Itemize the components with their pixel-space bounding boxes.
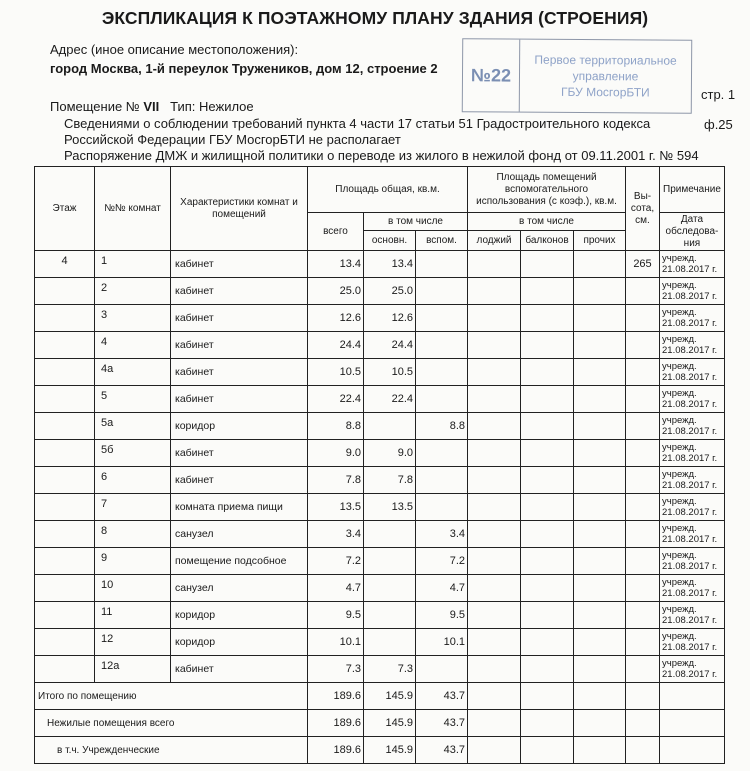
balconies-cell (521, 332, 574, 359)
height-cell (626, 575, 660, 602)
explication-table (34, 166, 725, 764)
survey-note-cell (660, 467, 725, 494)
loggias-cell (468, 575, 521, 602)
aux-area-cell: 8.8 (416, 413, 468, 440)
note-purpose: учрежд. (662, 496, 697, 507)
room-name-cell: кабинет (171, 332, 308, 359)
note-date: 21.08.2017 г. (662, 561, 718, 572)
note-date: 21.08.2017 г. (662, 453, 718, 464)
table-row (35, 332, 725, 359)
main-area-cell: 25.0 (364, 278, 416, 305)
form-number: ф.25 (704, 117, 733, 132)
total-area-cell: 13.4 (308, 251, 364, 278)
total-area-cell: 7.2 (308, 548, 364, 575)
note-date: 21.08.2017 г. (662, 264, 718, 275)
other-cell (574, 386, 626, 413)
main-area-cell (364, 629, 416, 656)
room-info (50, 99, 254, 114)
room-number-cell: 5б (95, 440, 171, 467)
aux-area-cell (416, 359, 468, 386)
balconies-cell (521, 359, 574, 386)
table-row (35, 575, 725, 602)
summary-note-cell (660, 683, 725, 710)
table-row (35, 602, 725, 629)
height-cell (626, 548, 660, 575)
floor-cell (35, 656, 95, 683)
table-row (35, 656, 725, 683)
survey-note-cell (660, 602, 725, 629)
header-total-area: Площадь общая, кв.м. (308, 167, 468, 213)
aux-area-cell (416, 251, 468, 278)
table-row (35, 467, 725, 494)
loggias-cell (468, 386, 521, 413)
other-cell (574, 332, 626, 359)
note-purpose: учрежд. (662, 388, 697, 399)
total-area-cell: 7.8 (308, 467, 364, 494)
summary-main-cell: 145.9 (364, 737, 416, 764)
height-cell (626, 494, 660, 521)
room-name-cell: коридор (171, 629, 308, 656)
note-purpose: учрежд. (662, 550, 697, 561)
loggias-cell (468, 629, 521, 656)
stamp-line-3: ГБУ МосгорБТИ (561, 84, 650, 100)
note-date: 21.08.2017 г. (662, 426, 718, 437)
other-cell (574, 602, 626, 629)
summary-label: в т.ч. Учрежденческие (35, 737, 308, 764)
stamp-line-2: управление (572, 68, 639, 84)
table-row (35, 251, 725, 278)
summary-note-cell (660, 710, 725, 737)
survey-note-cell (660, 332, 725, 359)
note-date: 21.08.2017 г. (662, 345, 718, 356)
survey-note-cell (660, 656, 725, 683)
header-main: основн. (364, 231, 416, 251)
other-cell (574, 629, 626, 656)
room-number-cell: 2 (95, 278, 171, 305)
summary-other-cell (574, 737, 626, 764)
other-cell (574, 575, 626, 602)
floor-cell: 4 (35, 251, 95, 278)
room-number-cell: 4 (95, 332, 171, 359)
room-number-cell: 7 (95, 494, 171, 521)
summary-height-cell (626, 683, 660, 710)
main-area-cell: 22.4 (364, 386, 416, 413)
loggias-cell (468, 413, 521, 440)
note-purpose: учрежд. (662, 523, 697, 534)
summary-main-cell: 145.9 (364, 683, 416, 710)
aux-area-cell (416, 440, 468, 467)
room-number-cell: 10 (95, 575, 171, 602)
room-name-cell: санузел (171, 575, 308, 602)
summary-aux-cell: 43.7 (416, 683, 468, 710)
other-cell (574, 521, 626, 548)
header-survey-date: Дата обследова- ния (660, 213, 725, 251)
other-cell (574, 494, 626, 521)
balconies-cell (521, 278, 574, 305)
room-name-cell: санузел (171, 521, 308, 548)
height-cell (626, 332, 660, 359)
balconies-cell (521, 413, 574, 440)
room-name-cell: кабинет (171, 278, 308, 305)
note-date: 21.08.2017 г. (662, 399, 718, 410)
aux-area-cell: 10.1 (416, 629, 468, 656)
height-cell (626, 629, 660, 656)
total-area-cell: 9.5 (308, 602, 364, 629)
floor-cell (35, 305, 95, 332)
floor-cell (35, 413, 95, 440)
room-number-cell: 3 (95, 305, 171, 332)
main-area-cell: 7.3 (364, 656, 416, 683)
other-cell (574, 278, 626, 305)
note-purpose: учрежд. (662, 415, 697, 426)
compliance-line-1: Сведениями о соблюдении требований пункта 4 части 17 статьи 51 Градостроительного кодекса (64, 116, 651, 131)
main-area-cell: 10.5 (364, 359, 416, 386)
summary-total-cell: 189.6 (308, 683, 364, 710)
survey-note-cell (660, 359, 725, 386)
main-area-cell: 24.4 (364, 332, 416, 359)
table-row (35, 278, 725, 305)
summary-other-cell (574, 710, 626, 737)
summary-row (35, 710, 725, 737)
floor-cell (35, 629, 95, 656)
survey-note-cell (660, 413, 725, 440)
height-cell (626, 521, 660, 548)
balconies-cell (521, 467, 574, 494)
room-name-cell: кабинет (171, 386, 308, 413)
other-cell (574, 467, 626, 494)
survey-note-cell (660, 386, 725, 413)
note-purpose: учрежд. (662, 469, 697, 480)
aux-area-cell (416, 332, 468, 359)
room-name-cell: кабинет (171, 467, 308, 494)
height-cell (626, 305, 660, 332)
table-row (35, 629, 725, 656)
height-cell: 265 (626, 251, 660, 278)
header-aux: вспом. (416, 231, 468, 251)
height-cell (626, 278, 660, 305)
floor-cell (35, 278, 95, 305)
total-area-cell: 4.7 (308, 575, 364, 602)
main-area-cell (364, 575, 416, 602)
summary-label: Итого по помещению (35, 683, 308, 710)
survey-note-cell (660, 278, 725, 305)
total-area-cell: 24.4 (308, 332, 364, 359)
loggias-cell (468, 359, 521, 386)
header-note: Примечание (660, 167, 725, 213)
header-including: в том числе (364, 213, 468, 231)
note-date: 21.08.2017 г. (662, 318, 718, 329)
balconies-cell (521, 656, 574, 683)
room-name-cell: коридор (171, 413, 308, 440)
room-number-cell: 12а (95, 656, 171, 683)
room-number-cell: 5а (95, 413, 171, 440)
loggias-cell (468, 440, 521, 467)
header-balconies: балконов (521, 231, 574, 251)
total-area-cell: 25.0 (308, 278, 364, 305)
summary-loggias-cell (468, 683, 521, 710)
summary-balconies-cell (521, 737, 574, 764)
summary-balconies-cell (521, 683, 574, 710)
aux-area-cell: 7.2 (416, 548, 468, 575)
balconies-cell (521, 629, 574, 656)
header-height: Вы- сота, см. (626, 167, 660, 251)
aux-area-cell (416, 386, 468, 413)
balconies-cell (521, 602, 574, 629)
loggias-cell (468, 494, 521, 521)
bti-stamp (462, 38, 693, 114)
summary-total-cell: 189.6 (308, 737, 364, 764)
survey-note-cell (660, 575, 725, 602)
note-purpose: учрежд. (662, 604, 697, 615)
room-number-cell: 1 (95, 251, 171, 278)
height-cell (626, 467, 660, 494)
note-purpose: учрежд. (662, 280, 697, 291)
loggias-cell (468, 602, 521, 629)
other-cell (574, 359, 626, 386)
compliance-line-2: Российской Федерации ГБУ МосгорБТИ не располагает (64, 132, 401, 147)
note-date: 21.08.2017 г. (662, 615, 718, 626)
note-date: 21.08.2017 г. (662, 372, 718, 383)
summary-total-cell: 189.6 (308, 710, 364, 737)
total-area-cell: 9.0 (308, 440, 364, 467)
floor-cell (35, 494, 95, 521)
summary-loggias-cell (468, 710, 521, 737)
room-number-cell: 5 (95, 386, 171, 413)
main-area-cell (364, 413, 416, 440)
main-area-cell (364, 521, 416, 548)
floor-cell (35, 602, 95, 629)
total-area-cell: 13.5 (308, 494, 364, 521)
room-number: VII (143, 99, 160, 114)
header-floor: Этаж (35, 167, 95, 251)
summary-balconies-cell (521, 710, 574, 737)
note-date: 21.08.2017 г. (662, 534, 718, 545)
floor-cell (35, 359, 95, 386)
height-cell (626, 413, 660, 440)
note-purpose: учрежд. (662, 631, 697, 642)
floor-cell (35, 548, 95, 575)
balconies-cell (521, 548, 574, 575)
header-loggias: лоджий (468, 231, 521, 251)
room-number-cell: 11 (95, 602, 171, 629)
note-date: 21.08.2017 г. (662, 507, 718, 518)
balconies-cell (521, 575, 574, 602)
balconies-cell (521, 494, 574, 521)
survey-note-cell (660, 494, 725, 521)
note-date: 21.08.2017 г. (662, 291, 718, 302)
main-area-cell (364, 548, 416, 575)
aux-area-cell (416, 305, 468, 332)
table-row (35, 548, 725, 575)
summary-note-cell (660, 737, 725, 764)
room-name-cell: кабинет (171, 440, 308, 467)
survey-note-cell (660, 629, 725, 656)
other-cell (574, 440, 626, 467)
note-purpose: учрежд. (662, 361, 697, 372)
survey-note-cell (660, 251, 725, 278)
loggias-cell (468, 656, 521, 683)
main-area-cell: 9.0 (364, 440, 416, 467)
height-cell (626, 359, 660, 386)
summary-height-cell (626, 737, 660, 764)
total-area-cell: 10.1 (308, 629, 364, 656)
loggias-cell (468, 305, 521, 332)
summary-height-cell (626, 710, 660, 737)
main-area-cell: 13.5 (364, 494, 416, 521)
room-name-cell: коридор (171, 602, 308, 629)
floor-cell (35, 440, 95, 467)
loggias-cell (468, 548, 521, 575)
aux-area-cell (416, 494, 468, 521)
aux-area-cell: 4.7 (416, 575, 468, 602)
table-row (35, 386, 725, 413)
address-value: город Москва, 1-й переулок Тружеников, дом 12, строение 2 (50, 61, 438, 76)
height-cell (626, 440, 660, 467)
note-purpose: учрежд. (662, 658, 697, 669)
room-number-cell: 9 (95, 548, 171, 575)
total-area-cell: 10.5 (308, 359, 364, 386)
room-name-cell: кабинет (171, 251, 308, 278)
main-area-cell: 13.4 (364, 251, 416, 278)
table-row (35, 305, 725, 332)
table-row (35, 494, 725, 521)
note-date: 21.08.2017 г. (662, 480, 718, 491)
other-cell (574, 548, 626, 575)
room-number-cell: 8 (95, 521, 171, 548)
header-including-2: в том числе (468, 213, 626, 231)
aux-area-cell (416, 278, 468, 305)
transfer-order: Распоряжение ДМЖ и жилищной политики о переводе из жилого в нежилой фонд от 09.11.2001 г. № 594 (64, 148, 699, 163)
survey-note-cell (660, 548, 725, 575)
header-aux-area: Площадь помещений вспомогательного использования (с коэф.), кв.м. (468, 167, 626, 213)
loggias-cell (468, 251, 521, 278)
header-total: всего (308, 213, 364, 251)
loggias-cell (468, 332, 521, 359)
survey-note-cell (660, 440, 725, 467)
total-area-cell: 3.4 (308, 521, 364, 548)
note-purpose: учрежд. (662, 253, 697, 264)
balconies-cell (521, 251, 574, 278)
aux-area-cell (416, 467, 468, 494)
height-cell (626, 656, 660, 683)
room-type: Тип: Нежилое (170, 99, 254, 114)
loggias-cell (468, 278, 521, 305)
aux-area-cell: 3.4 (416, 521, 468, 548)
aux-area-cell: 9.5 (416, 602, 468, 629)
summary-loggias-cell (468, 737, 521, 764)
table-row (35, 359, 725, 386)
note-date: 21.08.2017 г. (662, 669, 718, 680)
main-area-cell (364, 602, 416, 629)
loggias-cell (468, 521, 521, 548)
stamp-text (520, 40, 691, 113)
room-name-cell: помещение подсобное (171, 548, 308, 575)
floor-cell (35, 467, 95, 494)
room-number-cell: 6 (95, 467, 171, 494)
table-row (35, 521, 725, 548)
survey-note-cell (660, 521, 725, 548)
main-area-cell: 7.8 (364, 467, 416, 494)
total-area-cell: 8.8 (308, 413, 364, 440)
address-label: Адрес (иное описание местоположения): (50, 42, 299, 57)
note-date: 21.08.2017 г. (662, 588, 718, 599)
stamp-number: №22 (463, 39, 521, 111)
floor-cell (35, 521, 95, 548)
summary-aux-cell: 43.7 (416, 737, 468, 764)
header-characteristics: Характеристики комнат и помещений (171, 167, 308, 251)
survey-note-cell (660, 305, 725, 332)
page-number: стр. 1 (701, 87, 736, 102)
room-name-cell: комната приема пищи (171, 494, 308, 521)
note-purpose: учрежд. (662, 307, 697, 318)
header-other: прочих (574, 231, 626, 251)
compliance-info (64, 116, 650, 148)
stamp-line-1: Первое территориальное (534, 52, 677, 68)
room-name-cell: кабинет (171, 656, 308, 683)
table-row (35, 413, 725, 440)
total-area-cell: 7.3 (308, 656, 364, 683)
room-number-cell: 4а (95, 359, 171, 386)
summary-aux-cell: 43.7 (416, 710, 468, 737)
note-purpose: учрежд. (662, 577, 697, 588)
summary-row (35, 683, 725, 710)
summary-other-cell (574, 683, 626, 710)
table-row (35, 440, 725, 467)
other-cell (574, 413, 626, 440)
balconies-cell (521, 440, 574, 467)
other-cell (574, 656, 626, 683)
loggias-cell (468, 467, 521, 494)
header-rooms: №№ комнат (95, 167, 171, 251)
floor-cell (35, 332, 95, 359)
height-cell (626, 602, 660, 629)
total-area-cell: 22.4 (308, 386, 364, 413)
summary-row (35, 737, 725, 764)
total-area-cell: 12.6 (308, 305, 364, 332)
room-name-cell: кабинет (171, 305, 308, 332)
document-title: ЭКСПЛИКАЦИЯ К ПОЭТАЖНОМУ ПЛАНУ ЗДАНИЯ (СТРОЕНИЯ) (101, 8, 649, 28)
room-number-cell: 12 (95, 629, 171, 656)
note-date: 21.08.2017 г. (662, 642, 718, 653)
floor-cell (35, 386, 95, 413)
room-label: Помещение № (50, 99, 140, 114)
note-purpose: учрежд. (662, 334, 697, 345)
height-cell (626, 386, 660, 413)
summary-main-cell: 145.9 (364, 710, 416, 737)
aux-area-cell (416, 656, 468, 683)
floor-cell (35, 575, 95, 602)
summary-label: Нежилые помещения всего (35, 710, 308, 737)
balconies-cell (521, 305, 574, 332)
note-purpose: учрежд. (662, 442, 697, 453)
room-name-cell: кабинет (171, 359, 308, 386)
other-cell (574, 251, 626, 278)
balconies-cell (521, 386, 574, 413)
main-area-cell: 12.6 (364, 305, 416, 332)
balconies-cell (521, 521, 574, 548)
other-cell (574, 305, 626, 332)
